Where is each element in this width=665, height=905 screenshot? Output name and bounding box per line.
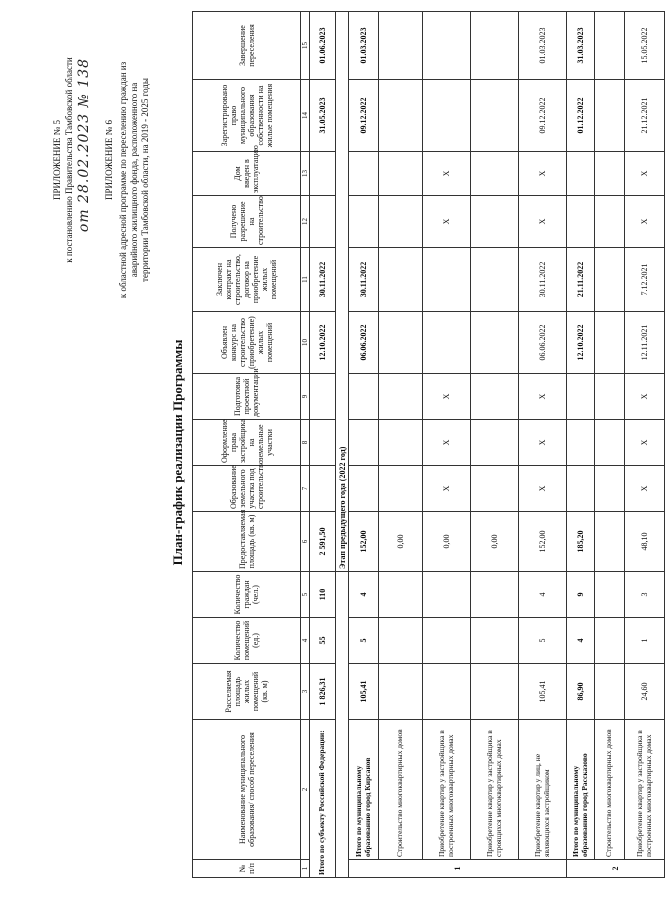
column-number: 15 [301,12,310,80]
column-number: 1 [301,860,310,878]
column-number: 3 [301,664,310,720]
annex5-date-handwritten: от 28.02.2023 № 138 [76,57,92,233]
table-cell [471,196,519,248]
table-cell [595,466,625,512]
annex6-line1: к областной адресной программе по переселению граждан из [118,61,128,299]
column-number: 10 [301,312,310,374]
col-header: Оформление права застройщика на земельные участки [193,420,301,466]
table-cell [471,572,519,618]
program-schedule-table [192,11,665,878]
table-cell [471,12,519,80]
document-title: План-график реализации Программы [170,339,185,566]
col-header: Объявлен конкурс на строительство (приобретение) жилых помещений [193,312,301,374]
table-cell: 09.12.2022 [349,80,379,152]
row-index: 1 [349,860,567,878]
table-cell [595,12,625,80]
annex6-line3: территории Тамбовской области, на 2019 - 2025 годы [140,78,150,282]
row-name-cell: Итого по субъекту Российской Федерации: [310,720,336,878]
column-number: 7 [301,466,310,512]
table-cell: X [519,374,567,420]
column-number: 2 [301,720,310,860]
table-cell: 4 [567,618,595,664]
table-cell [423,248,471,312]
table-cell: 0,00 [379,512,423,572]
table-cell [379,664,423,720]
row-name-cell: Строительство многоквартирных домов [595,720,625,860]
table-row [519,12,567,878]
table-cell: X [423,374,471,420]
table-cell [423,312,471,374]
table-cell: 5 [349,618,379,664]
table-cell [310,152,336,196]
col-header: Завершение переселения [193,12,301,80]
table-cell: X [423,420,471,466]
table-cell: X [423,152,471,196]
table-cell: 01.03.2023 [519,12,567,80]
table-cell: X [519,196,567,248]
table-cell: 3 [625,572,665,618]
table-cell: 110 [310,572,336,618]
table-cell: X [625,374,665,420]
col-header: Количество граждан (чел.) [193,572,301,618]
table-cell [379,466,423,512]
table-cell: 30.11.2022 [349,248,379,312]
table-cell [379,196,423,248]
table-cell [595,420,625,466]
table-cell: 01.06.2023 [310,12,336,80]
row-name-cell: Итого по муниципальному образованию город Рассказово [567,720,595,860]
col-header: Подготовка проектной документации [193,374,301,420]
row-name-cell: Итого по муниципальному образованию город Кирсанов [349,720,379,860]
column-number: 6 [301,512,310,572]
table-cell: 105,41 [349,664,379,720]
table-cell [310,420,336,466]
col-header: Получено разрешение на строительство [193,196,301,248]
annex5-subtitle: к постановлению Правительства Тамбовской области [64,57,74,263]
stage-label: Этап предыдущего года (2022 год) [336,12,349,572]
table-cell: X [519,152,567,196]
table-cell: 12.10.2022 [310,312,336,374]
table-cell: 152,00 [349,512,379,572]
table-row [310,12,336,878]
table-cell: 31.05.2023 [310,80,336,152]
table-cell [595,248,625,312]
table-cell [595,374,625,420]
row-name-cell: Приобретение квартир у застройщика в построенных многоквартирных домах [625,720,665,860]
stage-spacer [336,572,349,878]
table-cell [379,152,423,196]
table-cell: X [423,196,471,248]
table-cell: 105,41 [519,664,567,720]
table-cell [471,152,519,196]
table-cell [595,80,625,152]
table-cell: 4 [349,572,379,618]
table-cell: 55 [310,618,336,664]
table-cell: 1 [625,618,665,664]
table-cell [471,618,519,664]
table-cell [423,572,471,618]
table-cell: 9 [567,572,595,618]
table-cell [595,152,625,196]
table-cell: 30.11.2022 [310,248,336,312]
table-cell [379,248,423,312]
table-cell: X [519,466,567,512]
table-cell [471,312,519,374]
table-cell [595,664,625,720]
table-cell [310,374,336,420]
column-number: 11 [301,248,310,312]
table-cell [423,80,471,152]
table-row [567,12,595,878]
table-cell [595,512,625,572]
table-cell: 31.03.2023 [567,12,595,80]
table-cell [567,152,595,196]
table-cell: 2 591,50 [310,512,336,572]
table-cell [595,572,625,618]
table-cell [379,374,423,420]
col-header: № п/п [193,860,301,878]
table-cell [423,618,471,664]
table-cell: 21.12.2021 [625,80,665,152]
table-cell: 5 [519,618,567,664]
table-row [379,12,423,878]
table-row [595,12,625,878]
table-cell: 06.06.2022 [519,312,567,374]
table-cell [567,420,595,466]
table-cell [423,12,471,80]
table-cell [349,420,379,466]
table-cell: 01.03.2023 [349,12,379,80]
row-name-cell: Строительство многоквартирных домов [379,720,423,860]
column-number: 5 [301,572,310,618]
table-cell: 86,90 [567,664,595,720]
table-cell [349,152,379,196]
column-number: 8 [301,420,310,466]
annex6-title: ПРИЛОЖЕНИЕ № 6 [104,119,114,201]
table-cell: 09.12.2022 [519,80,567,152]
table-cell [423,664,471,720]
row-name-cell: Приобретение квартир у лиц, не являющихся застройщиком [519,720,567,860]
table-cell: 0,00 [423,512,471,572]
stage-row [336,12,349,878]
table-cell [379,312,423,374]
table-cell [471,466,519,512]
table-cell [310,466,336,512]
table-cell [379,618,423,664]
col-header: Предоставляемая площадь (кв. м) [193,512,301,572]
table-cell [567,196,595,248]
table-cell: 30.11.2022 [519,248,567,312]
table-row [423,12,471,878]
table-row [349,12,379,878]
table-cell [595,196,625,248]
column-number: 14 [301,80,310,152]
table-cell: 152,00 [519,512,567,572]
col-header: Расселяемая площадь жилых помещений (кв. м) [193,664,301,720]
table-cell [567,466,595,512]
table-cell [349,466,379,512]
row-name-cell: Приобретение квартир у застройщика в строящихся многоквартирных домах [471,720,519,860]
table-cell: X [625,196,665,248]
table-cell [595,618,625,664]
row-index: 2 [567,860,665,878]
column-number: 9 [301,374,310,420]
table-cell: 7.12.2021 [625,248,665,312]
table-cell: 21.11.2022 [567,248,595,312]
table-cell [471,248,519,312]
table-cell [379,420,423,466]
column-number: 4 [301,618,310,664]
table-cell [471,80,519,152]
table-cell: 12.10.2022 [567,312,595,374]
table-cell: 48,10 [625,512,665,572]
table-cell: X [625,152,665,196]
table-cell [379,572,423,618]
table-cell [310,196,336,248]
table-cell: X [519,420,567,466]
table-cell [349,374,379,420]
col-header: Количество помещений (ед.) [193,618,301,664]
table-cell: 06.06.2022 [349,312,379,374]
table-cell: 185,20 [567,512,595,572]
col-header: Наименование муниципального образования/ способ переселения [193,720,301,860]
col-header: Образование земельного участка под строительство [193,466,301,512]
table-cell [471,374,519,420]
table-cell [595,312,625,374]
column-number: 13 [301,152,310,196]
annex5-title: ПРИЛОЖЕНИЕ № 5 [52,119,62,201]
table-cell: X [423,466,471,512]
table-cell: 15.05.2022 [625,12,665,80]
table-row [625,12,665,878]
table-cell [379,12,423,80]
table-cell: X [625,466,665,512]
column-number: 12 [301,196,310,248]
col-header: Заключен контракт на строительство, договор на приобретение жилых помещений [193,248,301,312]
annex6-line2: аварийного жилищного фонда, расположенного на [129,82,139,278]
table-cell: 24,60 [625,664,665,720]
col-header: Дом введен в эксплуатацию [193,152,301,196]
table-cell [471,420,519,466]
table-cell: X [625,420,665,466]
table-cell [379,80,423,152]
table-cell [567,374,595,420]
col-header: Зарегистрировано право муниципального образования собственности на жилые помещения [193,80,301,152]
table-cell: 1 826,31 [310,664,336,720]
table-cell: 01.12.2022 [567,80,595,152]
table-cell [349,196,379,248]
table-cell: 0,00 [471,512,519,572]
table-cell: 4 [519,572,567,618]
table-cell [471,664,519,720]
table-row [471,12,519,878]
column-number-row [301,12,310,878]
header-row [193,12,301,878]
row-name-cell: Приобретение квартир у застройщика в построенных многоквартирных домах [423,720,471,860]
table-cell: 12.11.2021 [625,312,665,374]
